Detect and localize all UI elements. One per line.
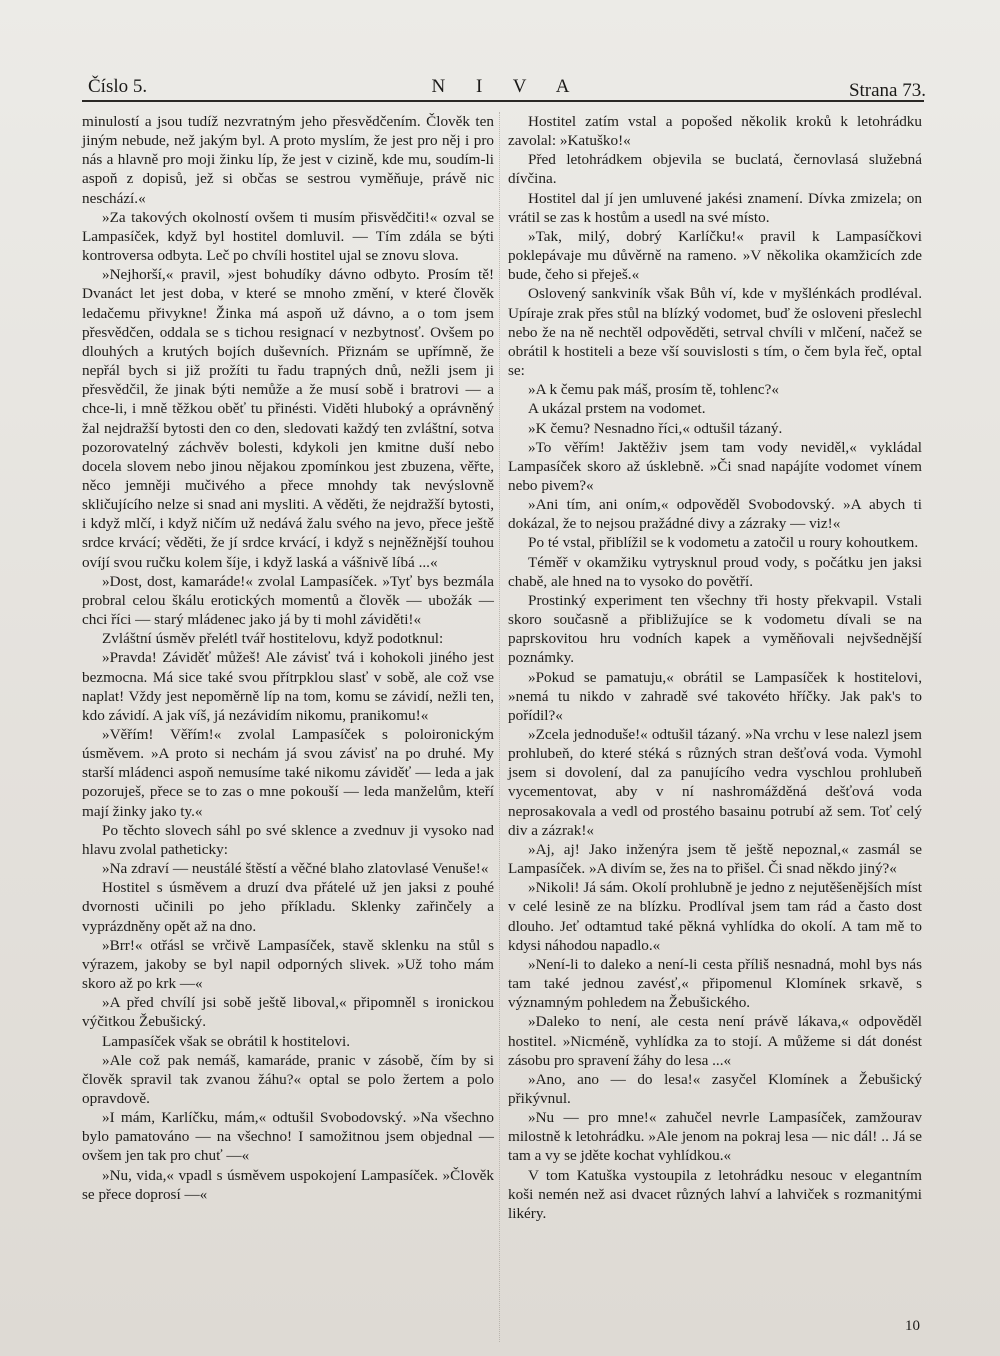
paragraph: »Dost, dost, kamaráde!« zvolal Lampasíček. »Tyť bys bezmála probral celou škálu erotických momentů a člověk — ubožák — chci říci — starý mládenec jako já by ti mohl záviděti!« [82,572,494,629]
paragraph: »I mám, Karlíčku, mám,« odtušil Svobodovský. »Na všechno bylo pamatováno — na všechno! I samožitnou jsem objednal — ovšem jen tak pro chuť —« [82,1109,494,1165]
paragraph: Po těchto slovech sáhl po své sklence a zvednuv ji vysoko nad hlavu zvolal patheticky: [82,821,494,858]
paragraph: Prostinký experiment ten všechny tři hosty překvapil. Vstali skoro současně a přibližujíce se k vodometu dívali se na paprskovitou hru vodních kapek a vyměňovali nejvšednější poznámky. [508,591,922,667]
paragraph: »Ano, ano — do lesa!« zasyčel Klomínek a Žebušický přikývnul. [508,1070,922,1107]
paragraph: »Nu, vida,« vpadl s úsměvem uspokojení Lampasíček. »Člověk se přece doprosí —« [82,1166,494,1203]
paragraph: Zvláštní úsměv přelétl tvář hostitelovu, když podotknul: [102,630,444,648]
page-number-header: Strana 73. [848,80,926,101]
paragraph: »Brr!« otřásl se vrčivě Lampasíček, stavě sklenku na stůl s výrazem, jakoby se byl napil odporných slivek. »Už toho mám skoro až po krk —« [82,936,494,993]
sheet-number: 10 [905,1318,920,1334]
paragraph: »Ani tím, ani oním,« odpověděl Svobodovský. »A abych ti dokázal, že to nejsou pražádné divy a zázraky — viz!« [508,496,922,533]
paragraph: »Pokud se pamatuju,« obrátil se Lampasíček k hostitelovi, »nemá tu nikdo v zahradě své takovéto hříčky. Jak pak's to pořídil?« [508,668,922,724]
paragraph: »Pravda! Záviděť můžeš! Ale závisť tvá i kohokoli jiného jest bezmocna. Má sice také svou přítrpklou slasť v sobě, ale což vse naplat! Vždy jest nepoměrně líp na tom, komu se závidí, nežli ten, kdo závidí. A jak víš, já nezávidím nikomu, pranikomu!« [82,649,494,724]
paragraph: »Aj, aj! Jako inženýra jsem tě ještě nepoznal,« zasmál se Lampasíček. »A divím se, žes na to přišel. Či snad někdo jiný?« [508,840,922,878]
paragraph: »Ale což pak nemáš, kamaráde, pranic v zásobě, čím by si člověk spravil tak zvanou žáhu?« optal se polo žertem a polo opravdově. [82,1051,494,1107]
paragraph: Před letohrádkem objevila se buclatá, černovlasá služebná dívčina. [508,151,922,188]
paragraph: »A před chvílí jsi sobě ještě liboval,« připomněl s ironickou výčitkou Žebušický. [82,994,494,1031]
paragraph: Lampasíček však se obrátil k hostitelovi. [102,1032,351,1050]
paragraph: »Na zdraví — neustálé štěstí a věčné blaho zlatovlasé Venuše!« [102,860,489,878]
right-column [508,112,922,1223]
paragraph: »A k čemu pak máš, prosím tě, tohlenc?« [528,381,779,399]
paragraph: Téměř v okamžiku vytrysknul proud vody, s počátku jen jaksi chabě, ale hned na to vysoko do povětří. [508,553,922,590]
paragraph: »Za takových okolností ovšem ti musím přisvědčiti!« ozval se Lampasíček, když byl hostitel domluvil. — Tím zdála se býti kontroversa odbyta. Leč po chvíli hostitel ujal se znovu slova. [82,208,494,265]
paragraph: »Nikoli! Já sám. Okolí prohlubně je jedno z nejutěšenějších míst v celé lesině ze na blízku. Prodlíval jsem tam rád a často dost dlouho. Jeť odtamtud také pěkná vyhlídka do okolí. A tam mě to kdysi náhodou napadlo.« [508,879,922,954]
column-divider [499,112,500,1342]
left-column [82,112,494,1204]
header-rule [82,100,924,102]
paragraph: Po té vstal, přiblížil se k vodometu a zatočil u roury kohoutkem. [528,534,919,552]
paragraph: »Není-li to daleko a není-li cesta příliš nesnadná, mohl bys nás tam také jednou zavésť,« připomenul Klomínek srkavě, s významným pohledem na Žebušického. [508,955,922,1012]
paragraph: »Zcela jednoduše!« odtušil tázaný. »Na vrchu v lese nalezl jsem prohlubeň, do které stéká s různých stran dešťová voda. Vymohl jsem si dovolení, dal za panujícího vedra vyschlou prohlubeň vycementovat, aby v ní nashromážděná dešťová voda neprosakovala a vedl od prostého basainu potrubí až sem. Toť celý div a zázrak!« [508,726,922,839]
paragraph: A ukázal prstem na vodomet. [528,400,706,418]
paragraph: »K čemu? Nesnadno říci,« odtušil tázaný. [528,419,783,437]
paragraph: »Věřím! Věřím!« zvolal Lampasíček s poloironickým úsměvem. »A proto si nechám já svou závisť na po druhé. My starší mládenci aspoň nemusíme také nikomu záviděť — leda a jak pozoruješ, přece se to zas o mne pokouší — leda manželům, kteří mají žinky jako ty.« [82,726,494,820]
issue-number: Číslo 5. [88,76,148,97]
paragraph: »Daleko to není, ale cesta není právě lákava,« odpověděl hostitel. »Nicméně, vyhlídka za to stojí. A můžeme si dát donést zásobu pro spravení žáhy do lesa ...« [508,1013,922,1069]
page-header [88,72,926,102]
paragraph: »Tak, milý, dobrý Karlíčku!« pravil k Lampasíčkovi poklepávaje mu důvěrně na rameno. »V několika okamžicích zde bude, čeho si přeješ.« [508,227,922,284]
publication-title: N I V A [431,76,583,97]
paragraph: Hostitel s úsměvem a druzí dva přátelé už jen jaksi z pouhé dvornosti učinili po jeho příkladu. Sklenky zařinčely a vyprázdněny opět až na dno. [82,879,494,935]
paragraph: minulostí a jsou tudíž nezvratným jeho přesvědčením. Člověk ten jiným nebude, než jakým byl. A proto myslím, že jest pro něj i pro nás a hlavně pro moji žinku líp, že jest v cizině, kde mu, soudím-li aspoň z dopisů, jež si občas se sestrou vyměňuje, právě nic neschází.« [82,113,494,207]
paragraph: V tom Katuška vystoupila z letohrádku nesouc v elegantním koši nemén než asi dvacet různých lahví a lahviček s rozmanitými likéry. [508,1166,922,1222]
paragraph: »Nu — pro mne!« zahučel nevrle Lampasíček, zamžourav milostně k letohrádku. »Ale jenom na pokraj lesa — nic dál! .. Já se tam a vy se jděte kochat vyhlídkou.« [508,1109,922,1165]
paragraph: »To věřím! Jaktěživ jsem tam vody neviděl,« vykládal Lampasíček skoro až úsklebně. »Či snad napájíte vodomet vínem nebo pivem?« [508,438,922,494]
paragraph: »Nejhorší,« pravil, »jest bohudíky dávno odbyto. Prosím tě! Dvanáct let jest doba, v které se mnoho změní, v které člověk ledačemu přivykne! Žinka má aspoň už dávno, a o tom jsem přesvědčen, oddala se s tichou resignací v nezbytnosť. Ovšem po dlouhých a krutých bojích duševních. Přiznám se upřímně, že nepřál bych si již prožíti tu řadu trapných dnů, nežli jsem ji přesvědčil, že jinak býti nemůže a že musí sobě i bratrovi — a chce-li, i mně těžkou oběť tu přinésti. Viděti hluboký a oprávněný žal nejdražší bytosti den co den, sledovati každý ten zvláštní, sotva pozorovatelný záchvěv bolesti, kdykoli jen kmitne duší nebo docela slovem nebo jinou nějakou zpomínkou jest zbuzena, věřte, něco jemněji mučivého a přece mnohdy tak nevýslovně skličujícího nelze si snad ani mysliti. A věděti, že nejdražší bytosti, i když mlčí, i když ničím už nedává žalu svého na jevo, přece ještě srdce krvácí; věděti, že jí srdce krvácí, i když s nejněžnější touhou ovíjí svou ručku kolem šíje, i když laská a vášnivě líbá ...« [82,266,494,571]
paragraph: Oslovený sankviník však Bůh ví, kde v myšlénkách prodléval. Upíraje zrak přes stůl na blízký vodomet, buď že osloveni přeslechl nebo že na ně nechtěl odpověděti, setrval chvíli v mlčení, načež se obrátil k hostiteli a beze vší souvislosti s tím, o čem byla řeč, optal se: [508,285,922,380]
paragraph: Hostitel dal jí jen umluvené jakési znamení. Dívka zmizela; on vrátil se zas k hostům a usedl na své místo. [508,189,922,226]
paragraph: Hostitel zatím vstal a popošed několik kroků k letohrádku zavolal: »Katuško!« [508,113,922,150]
